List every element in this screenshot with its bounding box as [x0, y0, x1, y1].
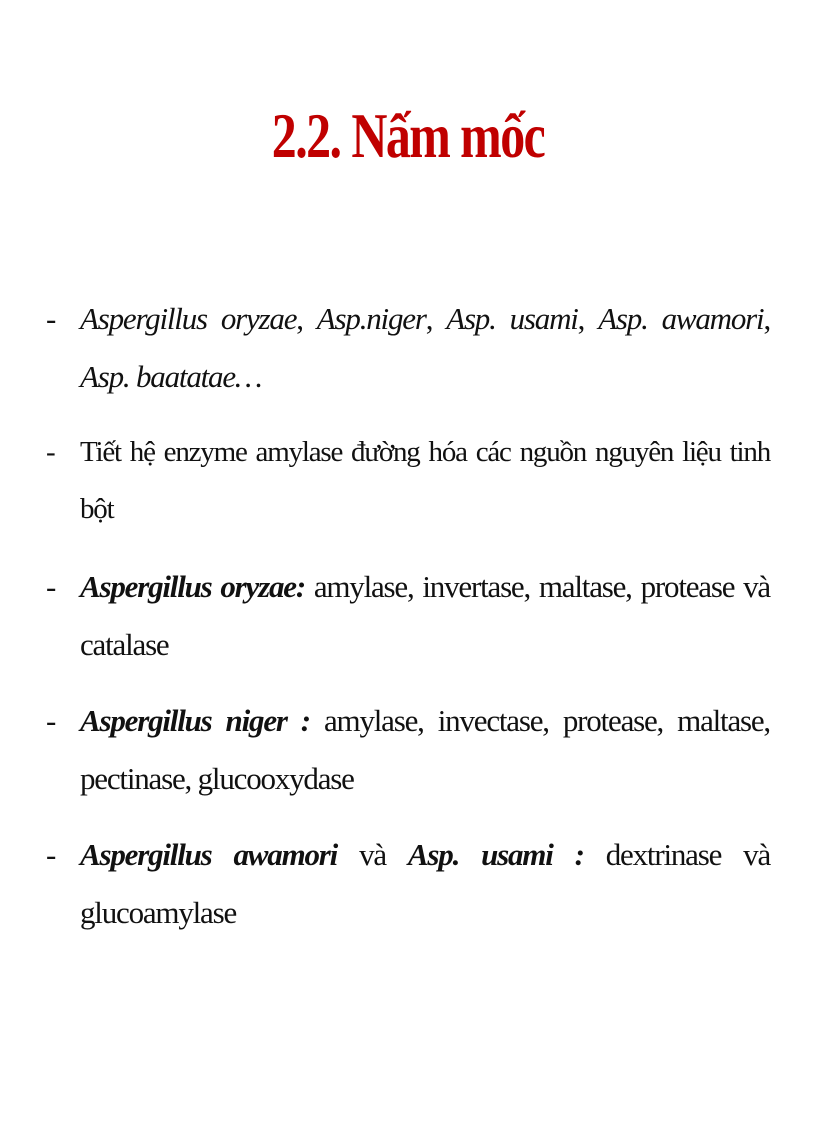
item-text: amylase, invertase, maltase, protease và catalase: [80, 569, 770, 662]
list-item: [40, 424, 770, 538]
separator: ,: [763, 301, 770, 336]
species-name: Asp.niger: [316, 301, 426, 336]
item-text: dextrinase và glucoamylase: [80, 837, 770, 930]
separator: ,: [577, 301, 599, 336]
species-name: Aspergillus oryzae: [80, 301, 297, 336]
species-name: Asp. usami: [446, 301, 578, 336]
list-item: [40, 826, 770, 942]
list-item: [40, 558, 770, 674]
species-name: Asp. baatatae…: [80, 359, 262, 394]
bullet-dash: -: [46, 837, 56, 872]
species-name: Aspergillus niger :: [80, 703, 310, 738]
list-item: [40, 290, 770, 406]
separator: ,: [296, 301, 317, 336]
bullet-dash: -: [46, 703, 56, 738]
species-name: Aspergillus oryzae:: [80, 569, 305, 604]
bullet-dash: -: [46, 436, 55, 468]
species-name: Asp. usami :: [407, 837, 584, 872]
connector-text: và: [337, 837, 408, 872]
item-text: amylase, invectase, protease, maltase, pectinase, glucooxydase: [80, 703, 770, 796]
slide-title: 2.2. Nấm mốc: [271, 100, 545, 171]
separator: ,: [425, 301, 447, 336]
list-item: [40, 692, 770, 808]
item-text: Tiết hệ enzyme amylase đường hóa các nguồn nguyên liệu tinh bột: [80, 436, 770, 525]
bullet-dash: -: [46, 569, 56, 604]
bullet-list: [40, 290, 770, 960]
species-name: Asp. awamori: [598, 301, 764, 336]
species-name: Aspergillus awamori: [80, 837, 338, 872]
bullet-dash: -: [46, 301, 56, 336]
